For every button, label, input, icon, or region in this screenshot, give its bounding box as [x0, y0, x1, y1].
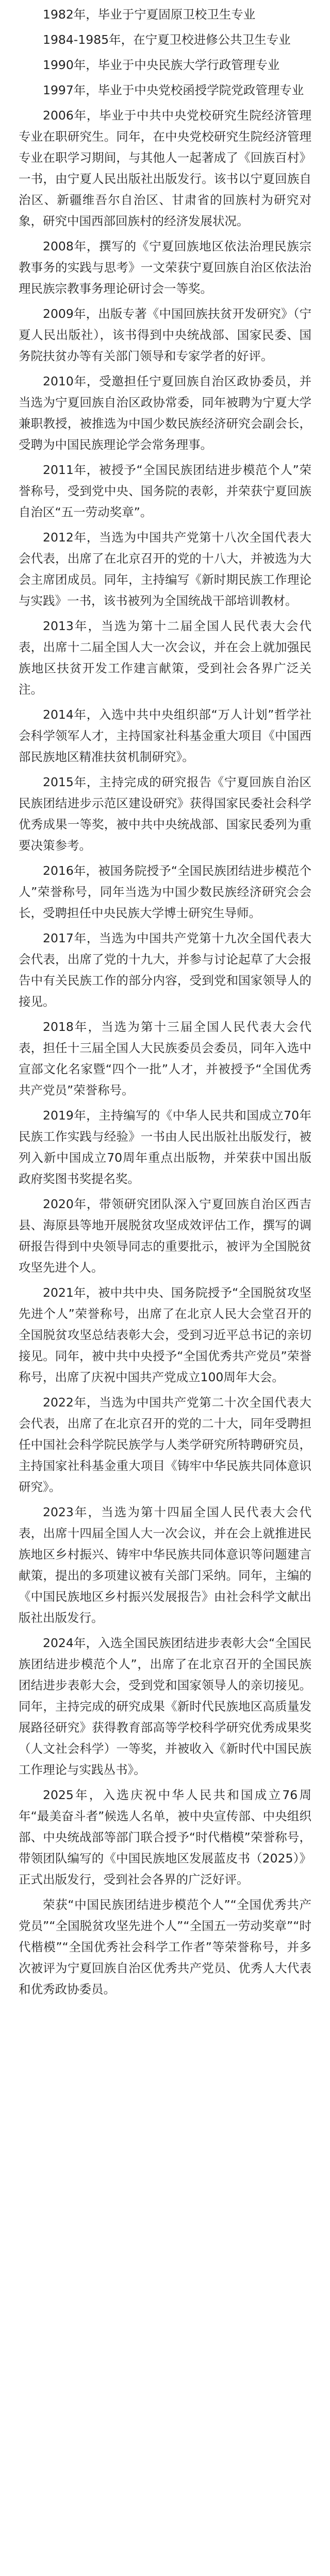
paragraph-22: 2024年，入选全国民族团结进步表彰大会“全国民族团结进步模范个人”，出席了在北京召开的全国民族团结进步表彰大会，受到党和国家领导人的亲切接见。同年，主持完成的研究成果《新时代民族地区高质量发展路径研究》获得教育部高等学校科学研究优秀成果奖（人文社会科学）一等奖，并被收入《新时代中国民族工作理论与实践丛书》。	[19, 1636, 311, 1777]
paragraph-5: 2006年，毕业于中共中央党校研究生院经济管理专业在职研究生。同年，在中央党校研究生院经济管理专业在职学习期间，与其他人一起著成了《回族百村》一书，由宁夏人民出版社出版发行。该书以宁夏回族自治区、新疆维吾尔自治区、甘肃省的回族村为研究对象，研究中国西部回族村的经济发展状况。	[19, 108, 311, 228]
paragraph-14: 2016年，被国务院授予“全国民族团结进步模范个人”荣誉称号，同年当选为中国少数民族经济研究会会长，受聘担任中央民族大学博士研究生导师。	[19, 863, 311, 920]
paragraph-2: 1984-1985年，在宁夏卫校进修公共卫生专业	[43, 32, 291, 47]
paragraph-16: 2018年，当选为第十三届全国人民代表大会代表，担任十三届全国人大民族委员会委员，同年入选中宣部文化名家暨“四个一批”人才，并被授予“全国优秀共产党员”荣誉称号。	[19, 1020, 311, 1097]
paragraph-24: 荣获“中国民族团结进步模范个人”“全国优秀共产党员”“全国脱贫攻坚先进个人”“全国五一劳动奖章”“时代楷模”“全国优秀社会科学工作者”等荣誉称号，并多次被评为宁夏回族自治区优秀共产党员、优秀人大代表和优秀政协委员。	[19, 1897, 311, 1996]
paragraph-10: 2012年，当选为中国共产党第十八次全国代表大会代表，出席了在北京召开的党的十八大，并被选为大会主席团成员。同年，主持编写《新时期民族工作理论与实践》一书，该书被列为全国统战干部培训教材。	[19, 530, 311, 608]
paragraph-4: 1997年，毕业于中央党校函授学院党政管理专业	[43, 83, 304, 97]
paragraph-8: 2010年，受邀担任宁夏回族自治区政协委员，并当选为宁夏回族自治区政协常委，同年被聘为宁夏大学兼职教授，被推选为中国少数民族经济研究会副会长，受聘为中国民族理论学会常务理事。	[19, 374, 311, 452]
paragraph-1: 1982年，毕业于宁夏固原卫校卫生专业	[43, 7, 256, 22]
paragraph-21: 2023年，当选为第十四届全国人民代表大会代表，出席十四届全国人大一次会议，并在会上就推进民族地区乡村振兴、铸牢中华民族共同体意识等问题建言献策，提出的多项建议被有关部门采纳。同年，主编的《中国民族地区乡村振兴发展报告》由社会科学文献出版社出版发行。	[19, 1505, 311, 1625]
paragraph-12: 2014年，入选中共中央组织部“万人计划”哲学社会科学领军人才，主持国家社科基金重大项目《中国西部民族地区精准扶贫机制研究》。	[19, 707, 311, 764]
paragraph-6: 2008年，撰写的《宁夏回族地区依法治理民族宗教事务的实践与思考》一文荣获宁夏回族自治区依法治理民族宗教事务理论研讨会一等奖。	[19, 239, 311, 296]
paragraph-9: 2011年，被授予“全国民族团结进步模范个人”荣誉称号，受到党中央、国务院的表彰，并荣获宁夏回族自治区“五一劳动奖章”。	[19, 463, 311, 519]
paragraph-13: 2015年，主持完成的研究报告《宁夏回族自治区民族团结进步示范区建设研究》获得国家民委社会科学优秀成果一等奖，被中共中央统战部、国家民委列为重要决策参考。	[19, 775, 311, 853]
paragraph-3: 1990年，毕业于中央民族大学行政管理专业	[43, 58, 280, 72]
paragraph-23: 2025年，入选庆祝中华人民共和国成立76周年“最美奋斗者”候选人名单，被中央宣传部、中央组织部、中央统战部等部门联合授予“时代楷模”荣誉称号，带领团队编写的《中国民族地区发展蓝皮书（2025）》正式出版发行，受到社会各界的广泛好评。	[19, 1788, 311, 1887]
paragraph-18: 2020年，带领研究团队深入宁夏回族自治区西吉县、海原县等地开展脱贫攻坚成效评估工作，撰写的调研报告得到中央领导同志的重要批示，被评为全国脱贫攻坚先进个人。	[19, 1197, 311, 1275]
paragraph-11: 2013年，当选为第十二届全国人民代表大会代表，出席十二届全国人大一次会议，并在会上就加强民族地区扶贫开发工作建言献策，受到社会各界广泛关注。	[19, 619, 311, 697]
paragraph-19: 2021年，被中共中央、国务院授予“全国脱贫攻坚先进个人”荣誉称号，出席了在北京人民大会堂召开的全国脱贫攻坚总结表彰大会，受到习近平总书记的亲切接见。同年，被中共中央授予“全国优秀共产党员”荣誉称号，出席了庆祝中国共产党成立100周年大会。	[19, 1285, 311, 1384]
paragraph-7: 2009年，出版专著《中国回族扶贫开发研究》（宁夏人民出版社），该书得到中央统战部、国家民委、国务院扶贫办等有关部门领导和专家学者的好评。	[19, 307, 311, 363]
paragraph-15: 2017年，当选为中国共产党第十九次全国代表大会代表，出席了党的十九大，并参与讨论起草了大会报告中有关民族工作的部分内容，受到党和国家领导人的接见。	[19, 931, 311, 1009]
paragraph-20: 2022年，当选为中国共产党第二十次全国代表大会代表，出席了在北京召开的党的二十大，同年受聘担任中国社会科学院民族学与人类学研究所特聘研究员，主持国家社科基金重大项目《铸牢中华民族共同体意识研究》。	[19, 1395, 311, 1494]
paragraph-17: 2019年，主持编写的《中华人民共和国成立70年民族工作实践与经验》一书由人民出版社出版发行，被列入新中国成立70周年重点出版物，并荣获中国出版政府奖图书奖提名奖。	[19, 1108, 311, 1186]
